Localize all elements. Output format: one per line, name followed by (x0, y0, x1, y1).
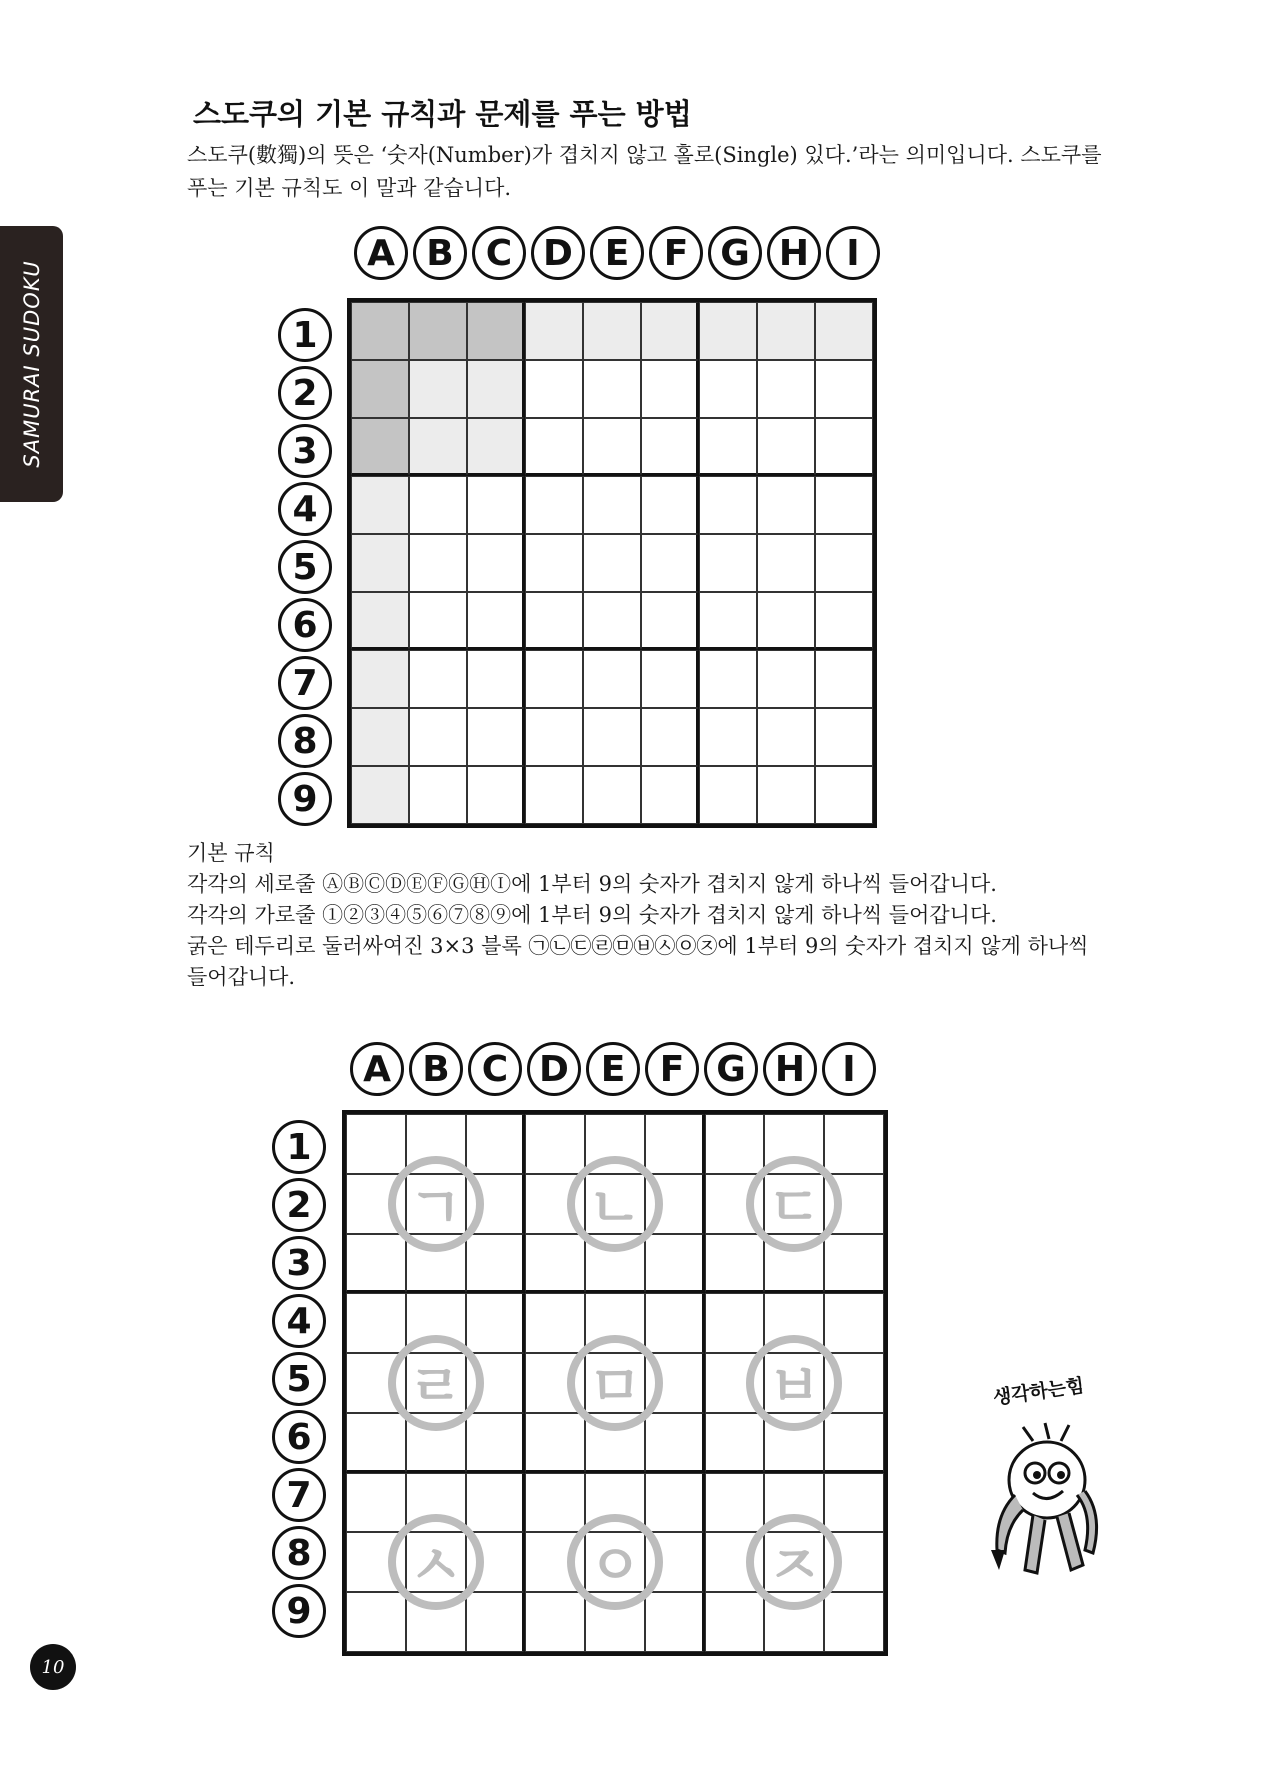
column-headers-2 (350, 1042, 881, 1096)
grid-cell (525, 1413, 585, 1473)
grid-cell (585, 1532, 645, 1592)
column-label-d: D (527, 1042, 581, 1096)
row-label-1: 1 (272, 1120, 326, 1174)
column-label-f: F (649, 226, 703, 280)
basic-rules (187, 838, 1107, 993)
grid-cell (815, 418, 873, 476)
grid-cell (351, 418, 409, 476)
grid-cell (467, 476, 525, 534)
grid-cell (409, 302, 467, 360)
grid-cell (409, 708, 467, 766)
grid-cell (525, 1532, 585, 1592)
grid-cell (585, 1592, 645, 1652)
grid-cell (466, 1174, 526, 1234)
grid-cell (757, 650, 815, 708)
grid-cell (406, 1293, 466, 1353)
row-label-9: 9 (272, 1584, 326, 1638)
grid-cell (705, 1473, 765, 1533)
column-label-i: I (822, 1042, 876, 1096)
block-label-3: ㄷ (746, 1156, 842, 1252)
grid-cell (466, 1234, 526, 1294)
grid-cell (645, 1413, 705, 1473)
sudoku-grid-shaded (347, 298, 877, 828)
grid-cell (645, 1353, 705, 1413)
column-label-g: G (704, 1042, 758, 1096)
grid-cell (815, 534, 873, 592)
grid-cell (406, 1413, 466, 1473)
side-tab-label: SAMURAI SUDOKU (19, 260, 44, 468)
grid-cell (351, 476, 409, 534)
grid-cell (525, 1353, 585, 1413)
grid-cell (583, 418, 641, 476)
row-label-4: 4 (278, 482, 332, 536)
grid-cell (699, 766, 757, 824)
grid-cell (467, 650, 525, 708)
grid-cell (699, 650, 757, 708)
grid-cell (699, 418, 757, 476)
grid-cell (699, 476, 757, 534)
grid-cell (525, 592, 583, 650)
block-label-7: ㅅ (388, 1514, 484, 1610)
block-label-6: ㅂ (746, 1335, 842, 1431)
grid-cell (757, 592, 815, 650)
grid-cell (699, 534, 757, 592)
grid-cell (346, 1114, 406, 1174)
grid-cell (525, 1174, 585, 1234)
block-label-1: ㄱ (388, 1156, 484, 1252)
grid-cell (699, 302, 757, 360)
row-label-7: 7 (272, 1468, 326, 1522)
grid-cell (409, 418, 467, 476)
grid-cell (525, 1592, 585, 1652)
grid-cell (406, 1114, 466, 1174)
grid-cell (585, 1293, 645, 1353)
grid-cell (525, 360, 583, 418)
grid-cell (467, 302, 525, 360)
grid-cell (645, 1532, 705, 1592)
grid-cell (409, 360, 467, 418)
grid-cell (764, 1592, 824, 1652)
grid-cell (824, 1532, 884, 1592)
column-label-g: G (708, 226, 762, 280)
column-label-i: I (826, 226, 880, 280)
grid-cell (525, 1293, 585, 1353)
grid-cell (525, 1114, 585, 1174)
grid-cell (757, 766, 815, 824)
grid-cell (525, 1234, 585, 1294)
column-label-c: C (468, 1042, 522, 1096)
row-label-9: 9 (278, 772, 332, 826)
grid-cell (466, 1353, 526, 1413)
grid-cell (815, 766, 873, 824)
grid-cell (409, 592, 467, 650)
grid-cell (824, 1353, 884, 1413)
grid-cell (583, 592, 641, 650)
grid-cell (645, 1234, 705, 1294)
grid-cell (757, 360, 815, 418)
grid-cell (585, 1473, 645, 1533)
column-label-d: D (531, 226, 585, 280)
grid-cell (585, 1114, 645, 1174)
grid-cell (351, 534, 409, 592)
grid-cell (466, 1532, 526, 1592)
grid-cell (641, 766, 699, 824)
grid-cell (467, 766, 525, 824)
grid-cell (757, 302, 815, 360)
row-label-6: 6 (272, 1410, 326, 1464)
row-label-3: 3 (278, 424, 332, 478)
grid-cell (824, 1413, 884, 1473)
column-label-f: F (645, 1042, 699, 1096)
block-label-2: ㄴ (567, 1156, 663, 1252)
mascot-caption: 생각하는힘 (991, 1374, 1086, 1410)
grid-cell (815, 302, 873, 360)
grid-cell (406, 1234, 466, 1294)
grid-cell (641, 360, 699, 418)
grid-cell (525, 534, 583, 592)
grid-cell (406, 1532, 466, 1592)
row-label-1: 1 (278, 308, 332, 362)
grid-cell (351, 592, 409, 650)
grid-cell (815, 708, 873, 766)
grid-cell (764, 1353, 824, 1413)
grid-cell (757, 708, 815, 766)
grid-cell (466, 1473, 526, 1533)
row-label-2: 2 (278, 366, 332, 420)
row-label-7: 7 (278, 656, 332, 710)
grid-cell (406, 1353, 466, 1413)
grid-cell (351, 766, 409, 824)
grid-cell (351, 360, 409, 418)
grid-cell (583, 302, 641, 360)
grid-cell (585, 1174, 645, 1234)
grid-cell (824, 1592, 884, 1652)
grid-cell (815, 476, 873, 534)
grid-cell (705, 1353, 765, 1413)
grid-cell (583, 476, 641, 534)
column-headers-1 (354, 226, 885, 280)
grid-cell (641, 418, 699, 476)
grid-cell (585, 1353, 645, 1413)
grid-cell (466, 1592, 526, 1652)
grid-cell (406, 1592, 466, 1652)
grid-cell (585, 1413, 645, 1473)
row-label-8: 8 (272, 1526, 326, 1580)
column-label-b: B (409, 1042, 463, 1096)
grid-cell (824, 1114, 884, 1174)
row-headers-2 (272, 1120, 326, 1642)
row-headers-1 (278, 308, 332, 830)
grid-cell (346, 1174, 406, 1234)
row-label-5: 5 (272, 1352, 326, 1406)
grid-cell (583, 534, 641, 592)
grid-cell (824, 1174, 884, 1234)
grid-cell (757, 534, 815, 592)
grid-cell (351, 650, 409, 708)
grid-cell (699, 360, 757, 418)
rules-heading: 기본 규칙 (187, 841, 275, 865)
grid-cell (815, 592, 873, 650)
column-label-a: A (354, 226, 408, 280)
grid-cell (583, 766, 641, 824)
grid-cell (351, 302, 409, 360)
column-label-h: H (763, 1042, 817, 1096)
block-label-5: ㅁ (567, 1335, 663, 1431)
grid-cell (467, 360, 525, 418)
grid-cell (824, 1234, 884, 1294)
grid-cell (406, 1174, 466, 1234)
grid-cell (764, 1174, 824, 1234)
grid-cell (824, 1293, 884, 1353)
grid-cell (525, 418, 583, 476)
grid-cell (705, 1234, 765, 1294)
grid-cell (346, 1293, 406, 1353)
grid-cell (815, 360, 873, 418)
column-label-e: E (586, 1042, 640, 1096)
grid-cell (645, 1174, 705, 1234)
row-label-6: 6 (278, 598, 332, 652)
grid-cell (641, 650, 699, 708)
grid-cell (705, 1114, 765, 1174)
grid-cell (583, 650, 641, 708)
rule-rows: 각각의 가로줄 ①②③④⑤⑥⑦⑧⑨에 1부터 9의 숫자가 겹치지 않게 하나씩 들어갑니다. (187, 903, 997, 927)
grid-cell (641, 534, 699, 592)
column-label-a: A (350, 1042, 404, 1096)
grid-cell (757, 418, 815, 476)
grid-cell (583, 360, 641, 418)
grid-cell (346, 1532, 406, 1592)
grid-cell (705, 1293, 765, 1353)
grid-cell (467, 592, 525, 650)
rule-blocks: 굵은 테두리로 둘러싸여진 3×3 블록 ㉠㉡㉢㉣㉤㉥㉦㉧㉨에 1부터 9의 숫자가 겹치지 않게 하나씩 들어갑니다. (187, 934, 1089, 989)
grid-cell (705, 1174, 765, 1234)
grid-cell (641, 592, 699, 650)
block-label-9: ㅈ (746, 1514, 842, 1610)
grid-cell (346, 1353, 406, 1413)
column-label-h: H (767, 226, 821, 280)
grid-cell (346, 1234, 406, 1294)
grid-cell (641, 302, 699, 360)
grid-cell (409, 476, 467, 534)
grid-cell (466, 1413, 526, 1473)
grid-cell (525, 766, 583, 824)
grid-cell (824, 1473, 884, 1533)
grid-cell (525, 1473, 585, 1533)
grid-cell (645, 1473, 705, 1533)
grid-cell (764, 1532, 824, 1592)
grid-cell (641, 708, 699, 766)
grid-cell (467, 418, 525, 476)
grid-cell (645, 1293, 705, 1353)
sudoku-grid-blocks (342, 1110, 888, 1656)
grid-cell (815, 650, 873, 708)
grid-cell (525, 708, 583, 766)
rule-columns: 각각의 세로줄 ⒶⒷⒸⒹⒺⒻⒼⒽⒾ에 1부터 9의 숫자가 겹치지 않게 하나씩 들어갑니다. (187, 872, 997, 896)
grid-cell (585, 1234, 645, 1294)
grid-cell (409, 650, 467, 708)
intro-text: 스도쿠(數獨)의 뜻은 ‘숫자(Number)가 겹치지 않고 홀로(Single) 있다.’라는 의미입니다. 스도쿠를 푸는 기본 규칙도 이 말과 같습니다. (187, 143, 1102, 200)
grid-cell (764, 1234, 824, 1294)
grid-cell (466, 1114, 526, 1174)
row-label-4: 4 (272, 1294, 326, 1348)
grid-cell (351, 708, 409, 766)
column-label-e: E (590, 226, 644, 280)
side-tab (0, 226, 63, 502)
grid-cell (764, 1473, 824, 1533)
grid-cell (764, 1293, 824, 1353)
page-title: 스도쿠의 기본 규칙과 문제를 푸는 방법 (193, 97, 692, 131)
grid-cell (583, 708, 641, 766)
column-label-c: C (472, 226, 526, 280)
grid-cell (409, 534, 467, 592)
grid-cell (699, 708, 757, 766)
grid-cell (699, 592, 757, 650)
grid-cell (645, 1114, 705, 1174)
block-label-8: ㅇ (567, 1514, 663, 1610)
grid-cell (346, 1592, 406, 1652)
grid-cell (641, 476, 699, 534)
row-label-5: 5 (278, 540, 332, 594)
column-label-b: B (413, 226, 467, 280)
grid-cell (409, 766, 467, 824)
grid-cell (525, 650, 583, 708)
grid-cell (705, 1532, 765, 1592)
mascot-illustration (985, 1365, 1125, 1595)
block-label-4: ㄹ (388, 1335, 484, 1431)
grid-cell (705, 1592, 765, 1652)
row-label-3: 3 (272, 1236, 326, 1290)
grid-cell (705, 1413, 765, 1473)
grid-cell (757, 476, 815, 534)
row-label-8: 8 (278, 714, 332, 768)
grid-cell (525, 476, 583, 534)
grid-cell (346, 1413, 406, 1473)
grid-cell (764, 1413, 824, 1473)
grid-cell (525, 302, 583, 360)
page-number: 10 (30, 1644, 76, 1690)
grid-cell (466, 1293, 526, 1353)
grid-cell (406, 1473, 466, 1533)
grid-cell (645, 1592, 705, 1652)
grid-cell (346, 1473, 406, 1533)
row-label-2: 2 (272, 1178, 326, 1232)
grid-cell (467, 708, 525, 766)
grid-cell (764, 1114, 824, 1174)
grid-cell (467, 534, 525, 592)
